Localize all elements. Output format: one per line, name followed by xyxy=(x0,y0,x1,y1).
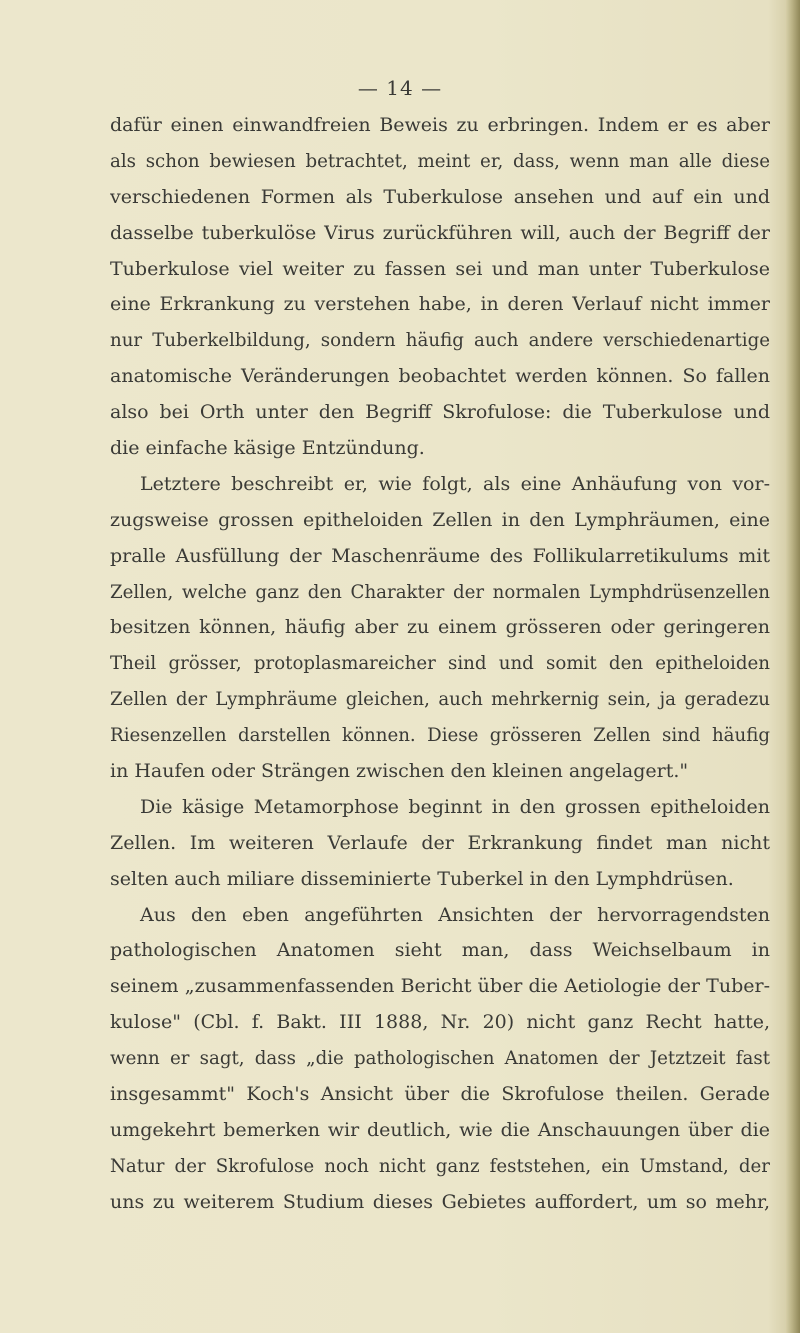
text-line: als schon bewiesen betrachtet, meint er, dass, wenn man alle diese xyxy=(110,150,770,172)
text-line: eine Erkrankung zu verstehen habe, in deren Verlauf nicht immer xyxy=(110,293,770,316)
text-line: Zellen. Im weiteren Verlaufe der Erkrankung findet man nicht xyxy=(110,831,770,854)
page-number: — 14 — xyxy=(357,76,443,100)
text-line: Riesenzellen darstellen können. Diese grösseren Zellen sind häufig xyxy=(110,725,770,747)
text-line: dafür einen einwandfreien Beweis zu erbringen. Indem er es aber xyxy=(110,114,770,136)
text-line: Zellen, welche ganz den Charakter der normalen Lymphdrüsenzellen xyxy=(110,581,770,603)
text-line: Die käsige Metamorphose beginnt in den grossen epitheloiden xyxy=(140,795,770,818)
text-line: Zellen der Lymphräume gleichen, auch mehrkernig sein, ja geradezu xyxy=(110,689,770,711)
text-line: Tuberkulose viel weiter zu fassen sei und man unter Tuberkulose xyxy=(110,257,770,280)
page-edge-shadow xyxy=(786,0,800,1333)
text-line: pathologischen Anatomen sieht man, dass Weichselbaum in xyxy=(110,939,770,962)
text-line: uns zu weiterem Studium dieses Gebietes auffordert, um so mehr, xyxy=(110,1190,770,1213)
text-line: also bei Orth unter den Begriff Skrofulose: die Tuberkulose und xyxy=(110,401,770,424)
text-line: die einfache käsige Entzündung. xyxy=(110,437,425,460)
text-line: Natur der Skrofulose noch nicht ganz feststehen, ein Umstand, der xyxy=(110,1155,770,1177)
text-line: kulose" (Cbl. f. Bakt. III 1888, Nr. 20) nicht ganz Recht hatte, xyxy=(110,1011,770,1034)
body-text xyxy=(110,108,770,1221)
text-line: in Haufen oder Strängen zwischen den kleinen angelagert." xyxy=(110,760,689,783)
text-line: insgesammt" Koch's Ansicht über die Skrofulose theilen. Gerade xyxy=(110,1083,770,1106)
text-line: nur Tuberkelbildung, sondern häufig auch andere verschiedenartige xyxy=(110,330,770,352)
text-line: besitzen können, häufig aber zu einem grösseren oder geringeren xyxy=(110,616,770,639)
text-line: wenn er sagt, dass „die pathologischen Anatomen der Jetztzeit fast xyxy=(110,1048,770,1070)
text-line: anatomische Veränderungen beobachtet werden können. So fallen xyxy=(110,365,770,388)
text-line: umgekehrt bemerken wir deutlich, wie die Anschauungen über die xyxy=(110,1118,770,1141)
text-line: selten auch miliare disseminierte Tuberkel in den Lymphdrüsen. xyxy=(110,867,734,890)
text-line: pralle Ausfüllung der Maschenräume des Follikularretikulums mit xyxy=(110,544,770,567)
text-line: verschiedenen Formen als Tuberkulose ansehen und auf ein und xyxy=(110,185,770,208)
text-line: dasselbe tuberkulöse Virus zurückführen will, auch der Begriff der xyxy=(110,221,770,244)
text-line: Aus den eben angeführten Ansichten der hervorragendsten xyxy=(140,903,770,926)
text-line: zugsweise grossen epitheloiden Zellen in den Lymphräumen, eine xyxy=(110,508,770,531)
text-line: seinem „zusammenfassenden Bericht über die Aetiologie der Tuber- xyxy=(110,975,770,998)
text-line: Theil grösser, protoplasmareicher sind und somit den epitheloiden xyxy=(110,653,770,675)
text-line: Letztere beschreibt er, wie folgt, als eine Anhäufung von vor- xyxy=(140,472,770,495)
